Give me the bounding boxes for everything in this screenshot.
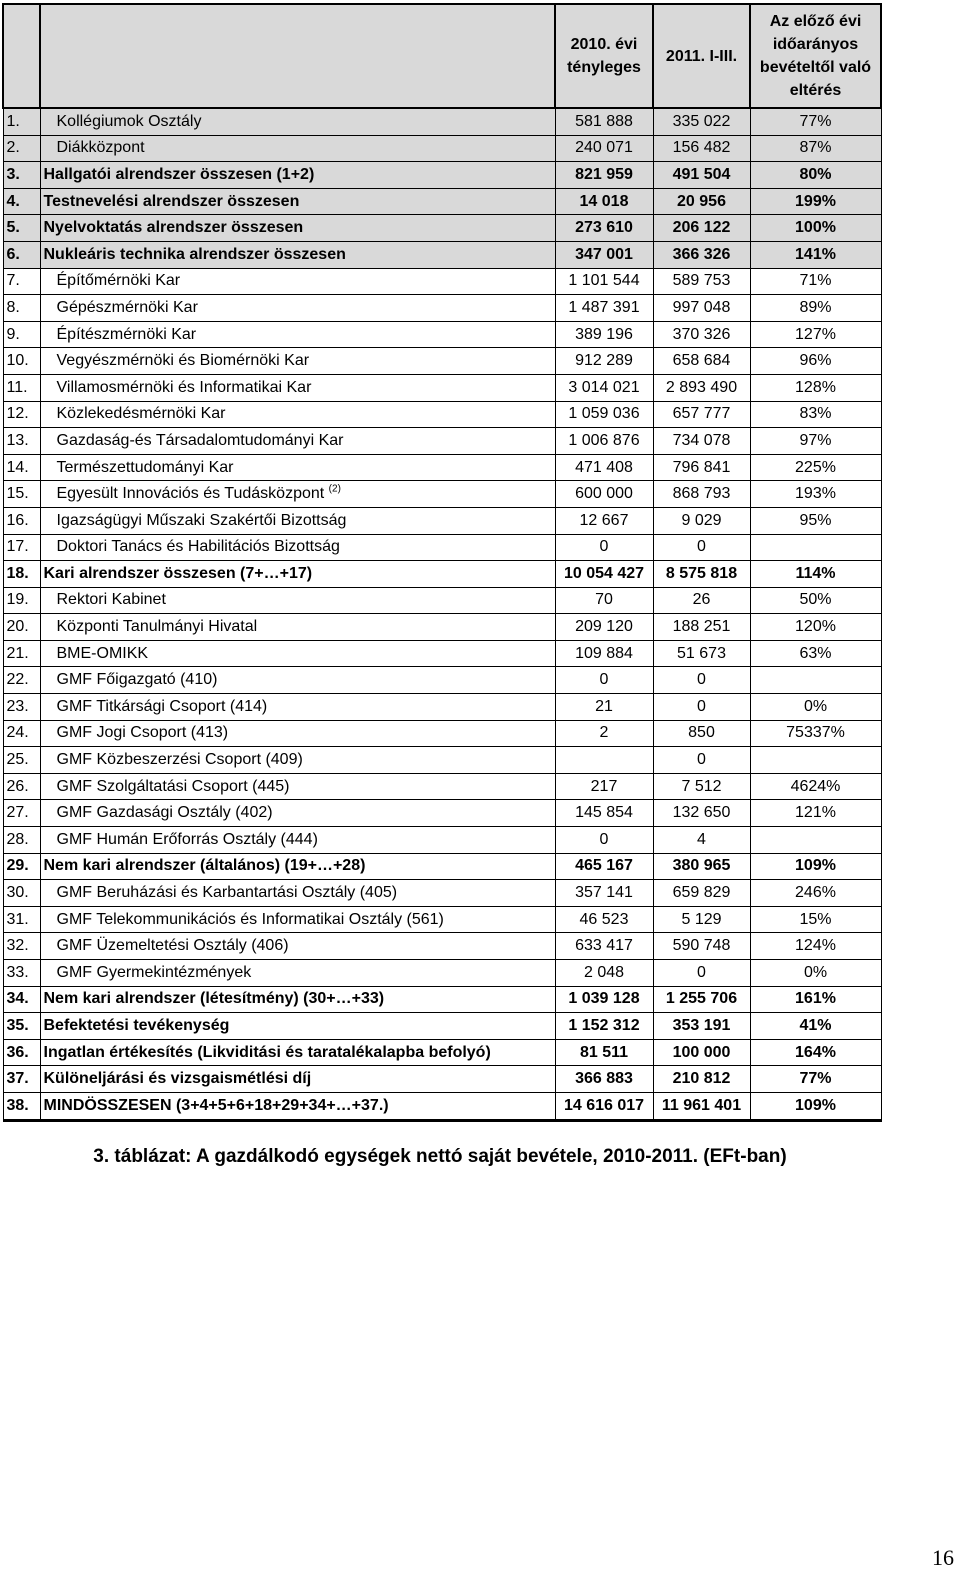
row-number: 37. (3, 1066, 40, 1093)
row-number: 12. (3, 401, 40, 428)
table-row (3, 773, 881, 800)
row-value-2011: 366 326 (653, 241, 750, 268)
row-name-text: GMF Főigazgató (410) (56, 671, 218, 689)
row-value-2011: 491 504 (653, 162, 750, 189)
row-name-text: Gazdaság-és Társadalomtudományi Kar (56, 431, 344, 449)
row-number: 16. (3, 507, 40, 534)
table-row (3, 507, 881, 534)
row-difference-pct (750, 534, 881, 561)
table-row (3, 880, 881, 907)
revenue-table (2, 3, 882, 1122)
row-value-2010: 1 006 876 (555, 428, 653, 455)
row-number: 2. (3, 135, 40, 162)
row-value-2011: 335 022 (653, 108, 750, 135)
row-number: 32. (3, 933, 40, 960)
table-row (3, 747, 881, 774)
header-blank-num (3, 4, 40, 108)
table-row (3, 188, 881, 215)
row-value-2010: 0 (555, 534, 653, 561)
row-number: 38. (3, 1092, 40, 1120)
row-value-2010: 633 417 (555, 933, 653, 960)
row-number: 4. (3, 188, 40, 215)
row-value-2011: 51 673 (653, 640, 750, 667)
row-name-text: GMF Humán Erőforrás Osztály (444) (56, 830, 318, 848)
row-value-2010: 240 071 (555, 135, 653, 162)
row-difference-pct: 75337% (750, 720, 881, 747)
row-name-text: GMF Szolgáltatási Csoport (445) (56, 777, 290, 795)
row-number: 34. (3, 986, 40, 1013)
row-difference-pct: 164% (750, 1039, 881, 1066)
row-name (40, 933, 555, 960)
table-row (3, 561, 881, 588)
row-name-text: Befektetési tevékenység (43, 1016, 230, 1034)
row-name-text: GMF Jogi Csoport (413) (56, 724, 229, 742)
footnote-marker: (2) (328, 483, 341, 495)
table-row (3, 454, 881, 481)
row-difference-pct: 124% (750, 933, 881, 960)
row-name (40, 295, 555, 322)
row-difference-pct (750, 827, 881, 854)
row-difference-pct: 246% (750, 880, 881, 907)
row-value-2010: 581 888 (555, 108, 653, 135)
row-value-2010: 357 141 (555, 880, 653, 907)
row-name-text: GMF Gyermekintézmények (56, 963, 252, 981)
row-name (40, 481, 555, 508)
row-name (40, 1092, 555, 1120)
row-value-2010: 3 014 021 (555, 374, 653, 401)
row-name (40, 720, 555, 747)
row-difference-pct: 15% (750, 906, 881, 933)
row-name-text: Testnevelési alrendszer összesen (43, 192, 300, 210)
row-name (40, 587, 555, 614)
row-difference-pct: 199% (750, 188, 881, 215)
row-difference-pct: 97% (750, 428, 881, 455)
row-name-text: GMF Telekommunikációs és Informatikai Osztály (561) (56, 910, 444, 928)
row-value-2011: 659 829 (653, 880, 750, 907)
table-row (3, 827, 881, 854)
row-value-2010: 821 959 (555, 162, 653, 189)
table-row (3, 960, 881, 987)
row-value-2011: 589 753 (653, 268, 750, 295)
row-value-2011: 0 (653, 534, 750, 561)
row-name (40, 321, 555, 348)
row-name-text: Doktori Tanács és Habilitációs Bizottság (56, 538, 340, 556)
row-value-2011: 0 (653, 667, 750, 694)
row-value-2010: 109 884 (555, 640, 653, 667)
row-value-2011: 734 078 (653, 428, 750, 455)
row-name (40, 561, 555, 588)
row-difference-pct: 109% (750, 1092, 881, 1120)
row-value-2010: 471 408 (555, 454, 653, 481)
row-name (40, 880, 555, 907)
row-name-text: Közlekedésmérnöki Kar (56, 405, 226, 423)
row-name (40, 694, 555, 721)
row-number: 14. (3, 454, 40, 481)
row-name (40, 1066, 555, 1093)
row-value-2011: 0 (653, 960, 750, 987)
row-difference-pct: 161% (750, 986, 881, 1013)
row-value-2010: 600 000 (555, 481, 653, 508)
row-name-text: GMF Titkársági Csoport (414) (56, 697, 268, 715)
row-value-2011: 26 (653, 587, 750, 614)
row-value-2011: 850 (653, 720, 750, 747)
table-row (3, 241, 881, 268)
row-name-text: Hallgatói alrendszer összesen (1+2) (43, 165, 315, 183)
table-header-row (3, 4, 881, 108)
table-row (3, 614, 881, 641)
table-row (3, 720, 881, 747)
row-value-2011: 5 129 (653, 906, 750, 933)
row-name (40, 614, 555, 641)
row-name (40, 800, 555, 827)
table-caption: 3. táblázat: A gazdálkodó egységek nettó saját bevétele, 2010-2011. (EFt-ban) (93, 1146, 787, 1167)
row-value-2010: 2 (555, 720, 653, 747)
row-value-2010: 10 054 427 (555, 561, 653, 588)
row-name (40, 986, 555, 1013)
table-row (3, 534, 881, 561)
row-number: 6. (3, 241, 40, 268)
table-row (3, 1066, 881, 1093)
row-name-text: Egyesült Innovációs és Tudásközpont (56, 485, 325, 503)
row-name-text: BME-OMIKK (56, 644, 149, 662)
row-value-2011: 796 841 (653, 454, 750, 481)
row-difference-pct: 193% (750, 481, 881, 508)
row-value-2010: 2 048 (555, 960, 653, 987)
row-number: 11. (3, 374, 40, 401)
row-name-text: Természettudományi Kar (56, 458, 234, 476)
row-value-2011: 997 048 (653, 295, 750, 322)
row-difference-pct: 121% (750, 800, 881, 827)
row-value-2010: 145 854 (555, 800, 653, 827)
row-name (40, 162, 555, 189)
row-value-2011: 132 650 (653, 800, 750, 827)
row-name-text: MINDÖSSZESEN (3+4+5+6+18+29+34+…+37.) (43, 1096, 389, 1114)
table-row (3, 1092, 881, 1120)
row-name-text: Ingatlan értékesítés (Likviditási és taratalékalapba befolyó) (43, 1043, 491, 1061)
row-difference-pct: 114% (750, 561, 881, 588)
row-value-2011: 2 893 490 (653, 374, 750, 401)
table-row (3, 667, 881, 694)
row-value-2011: 0 (653, 694, 750, 721)
row-value-2011: 0 (653, 747, 750, 774)
row-value-2011: 188 251 (653, 614, 750, 641)
row-name (40, 108, 555, 135)
table-row (3, 853, 881, 880)
page-number: 16 (932, 1545, 954, 1570)
row-number: 21. (3, 640, 40, 667)
header-diff: Az előző évi időarányos bevételtől való eltérés (750, 4, 881, 108)
row-value-2010: 366 883 (555, 1066, 653, 1093)
row-name (40, 906, 555, 933)
row-number: 7. (3, 268, 40, 295)
row-name-text: Diákközpont (56, 139, 145, 157)
table-row (3, 481, 881, 508)
row-name-text: Nukleáris technika alrendszer összesen (43, 245, 346, 263)
table-row (3, 108, 881, 135)
row-name-text: Nyelvoktatás alrendszer összesen (43, 219, 304, 237)
row-number: 19. (3, 587, 40, 614)
row-number: 33. (3, 960, 40, 987)
row-value-2010: 14 616 017 (555, 1092, 653, 1120)
row-number: 3. (3, 162, 40, 189)
row-name (40, 534, 555, 561)
row-name (40, 773, 555, 800)
row-name-text: Különeljárási és vizsgaismétlési díj (43, 1070, 312, 1088)
row-name (40, 428, 555, 455)
row-number: 36. (3, 1039, 40, 1066)
row-name (40, 747, 555, 774)
row-value-2011: 1 255 706 (653, 986, 750, 1013)
row-value-2011: 100 000 (653, 1039, 750, 1066)
row-name (40, 268, 555, 295)
row-value-2010: 209 120 (555, 614, 653, 641)
table-row (3, 906, 881, 933)
row-difference-pct: 141% (750, 241, 881, 268)
row-name (40, 215, 555, 242)
row-number: 30. (3, 880, 40, 907)
row-name (40, 667, 555, 694)
row-value-2010: 0 (555, 827, 653, 854)
row-value-2010: 1 152 312 (555, 1013, 653, 1040)
row-difference-pct: 87% (750, 135, 881, 162)
row-difference-pct (750, 667, 881, 694)
row-value-2011: 7 512 (653, 773, 750, 800)
row-name-text: Nem kari alrendszer (létesítmény) (30+…+33) (43, 990, 385, 1008)
row-value-2011: 370 326 (653, 321, 750, 348)
row-name-text: GMF Közbeszerzési Csoport (409) (56, 751, 303, 769)
row-name-text: Építészmérnöki Kar (56, 325, 197, 343)
row-value-2011: 11 961 401 (653, 1092, 750, 1120)
row-value-2011: 380 965 (653, 853, 750, 880)
row-name (40, 401, 555, 428)
row-value-2011: 8 575 818 (653, 561, 750, 588)
row-value-2010: 46 523 (555, 906, 653, 933)
row-difference-pct: 83% (750, 401, 881, 428)
row-difference-pct: 63% (750, 640, 881, 667)
row-name (40, 135, 555, 162)
row-value-2010: 0 (555, 667, 653, 694)
row-name-text: Igazságügyi Műszaki Szakértői Bizottság (56, 511, 347, 529)
table-row (3, 215, 881, 242)
row-difference-pct: 96% (750, 348, 881, 375)
header-blank-name (40, 4, 555, 108)
row-difference-pct: 77% (750, 108, 881, 135)
table-row (3, 986, 881, 1013)
table-row (3, 694, 881, 721)
row-difference-pct: 100% (750, 215, 881, 242)
row-number: 17. (3, 534, 40, 561)
row-value-2011: 206 122 (653, 215, 750, 242)
row-value-2010 (555, 747, 653, 774)
row-name (40, 640, 555, 667)
row-name (40, 827, 555, 854)
row-difference-pct: 80% (750, 162, 881, 189)
row-number: 31. (3, 906, 40, 933)
row-name-text: GMF Gazdasági Osztály (402) (56, 804, 273, 822)
row-name-text: GMF Üzemeltetési Osztály (406) (56, 937, 289, 955)
row-name (40, 188, 555, 215)
row-number: 15. (3, 481, 40, 508)
row-name-text: Vegyészmérnöki és Biomérnöki Kar (56, 352, 310, 370)
row-difference-pct: 50% (750, 587, 881, 614)
table-row (3, 587, 881, 614)
row-name-text: Gépészmérnöki Kar (56, 298, 198, 316)
row-value-2010: 81 511 (555, 1039, 653, 1066)
table-row (3, 401, 881, 428)
row-difference-pct: 0% (750, 960, 881, 987)
row-name-text: Központi Tanulmányi Hivatal (56, 618, 258, 636)
row-name-text: Kari alrendszer összesen (7+…+17) (43, 564, 313, 582)
table-row (3, 800, 881, 827)
row-difference-pct: 128% (750, 374, 881, 401)
row-name-text: Nem kari alrendszer (általános) (19+…+28) (43, 857, 366, 875)
row-difference-pct (750, 747, 881, 774)
table-row (3, 1039, 881, 1066)
row-value-2010: 1 039 128 (555, 986, 653, 1013)
row-name (40, 454, 555, 481)
row-number: 13. (3, 428, 40, 455)
row-name-text: Építőmérnöki Kar (56, 272, 181, 290)
row-value-2011: 353 191 (653, 1013, 750, 1040)
row-value-2010: 912 289 (555, 348, 653, 375)
row-name-text: Kollégiumok Osztály (56, 112, 202, 130)
row-number: 5. (3, 215, 40, 242)
row-difference-pct: 120% (750, 614, 881, 641)
table-row (3, 374, 881, 401)
row-number: 8. (3, 295, 40, 322)
row-name-text: Rektori Kabinet (56, 591, 166, 609)
row-name (40, 507, 555, 534)
row-number: 10. (3, 348, 40, 375)
table-row (3, 933, 881, 960)
row-name (40, 853, 555, 880)
row-difference-pct: 71% (750, 268, 881, 295)
row-difference-pct: 225% (750, 454, 881, 481)
row-value-2010: 389 196 (555, 321, 653, 348)
row-name (40, 348, 555, 375)
table-row (3, 162, 881, 189)
row-value-2011: 210 812 (653, 1066, 750, 1093)
row-value-2011: 657 777 (653, 401, 750, 428)
row-number: 1. (3, 108, 40, 135)
row-value-2011: 590 748 (653, 933, 750, 960)
row-value-2010: 14 018 (555, 188, 653, 215)
row-name (40, 960, 555, 987)
row-number: 9. (3, 321, 40, 348)
row-value-2010: 12 667 (555, 507, 653, 534)
row-value-2011: 868 793 (653, 481, 750, 508)
row-value-2010: 1 487 391 (555, 295, 653, 322)
header-2011: 2011. I-III. (653, 4, 750, 108)
table-row (3, 321, 881, 348)
row-number: 24. (3, 720, 40, 747)
row-value-2010: 1 059 036 (555, 401, 653, 428)
row-value-2010: 1 101 544 (555, 268, 653, 295)
row-number: 35. (3, 1013, 40, 1040)
row-value-2010: 217 (555, 773, 653, 800)
table-row (3, 295, 881, 322)
row-number: 18. (3, 561, 40, 588)
row-value-2010: 70 (555, 587, 653, 614)
row-name (40, 1013, 555, 1040)
row-value-2011: 20 956 (653, 188, 750, 215)
row-value-2011: 9 029 (653, 507, 750, 534)
row-difference-pct: 77% (750, 1066, 881, 1093)
table-row (3, 135, 881, 162)
table-row (3, 1013, 881, 1040)
row-difference-pct: 95% (750, 507, 881, 534)
row-name (40, 1039, 555, 1066)
row-name (40, 374, 555, 401)
row-number: 28. (3, 827, 40, 854)
row-difference-pct: 109% (750, 853, 881, 880)
row-value-2010: 21 (555, 694, 653, 721)
row-difference-pct: 127% (750, 321, 881, 348)
row-number: 27. (3, 800, 40, 827)
table-row (3, 268, 881, 295)
row-value-2010: 347 001 (555, 241, 653, 268)
table-row (3, 428, 881, 455)
row-value-2011: 156 482 (653, 135, 750, 162)
row-difference-pct: 0% (750, 694, 881, 721)
row-value-2011: 658 684 (653, 348, 750, 375)
row-number: 25. (3, 747, 40, 774)
row-value-2010: 465 167 (555, 853, 653, 880)
row-number: 26. (3, 773, 40, 800)
row-number: 23. (3, 694, 40, 721)
row-difference-pct: 4624% (750, 773, 881, 800)
row-number: 29. (3, 853, 40, 880)
row-number: 20. (3, 614, 40, 641)
header-2010: 2010. évi tényleges (555, 4, 653, 108)
row-number: 22. (3, 667, 40, 694)
table-row (3, 348, 881, 375)
row-value-2010: 273 610 (555, 215, 653, 242)
row-difference-pct: 89% (750, 295, 881, 322)
row-name (40, 241, 555, 268)
table-row (3, 640, 881, 667)
row-name-text: Villamosmérnöki és Informatikai Kar (56, 378, 312, 396)
row-value-2011: 4 (653, 827, 750, 854)
row-difference-pct: 41% (750, 1013, 881, 1040)
row-name-text: GMF Beruházási és Karbantartási Osztály (405) (56, 884, 398, 902)
